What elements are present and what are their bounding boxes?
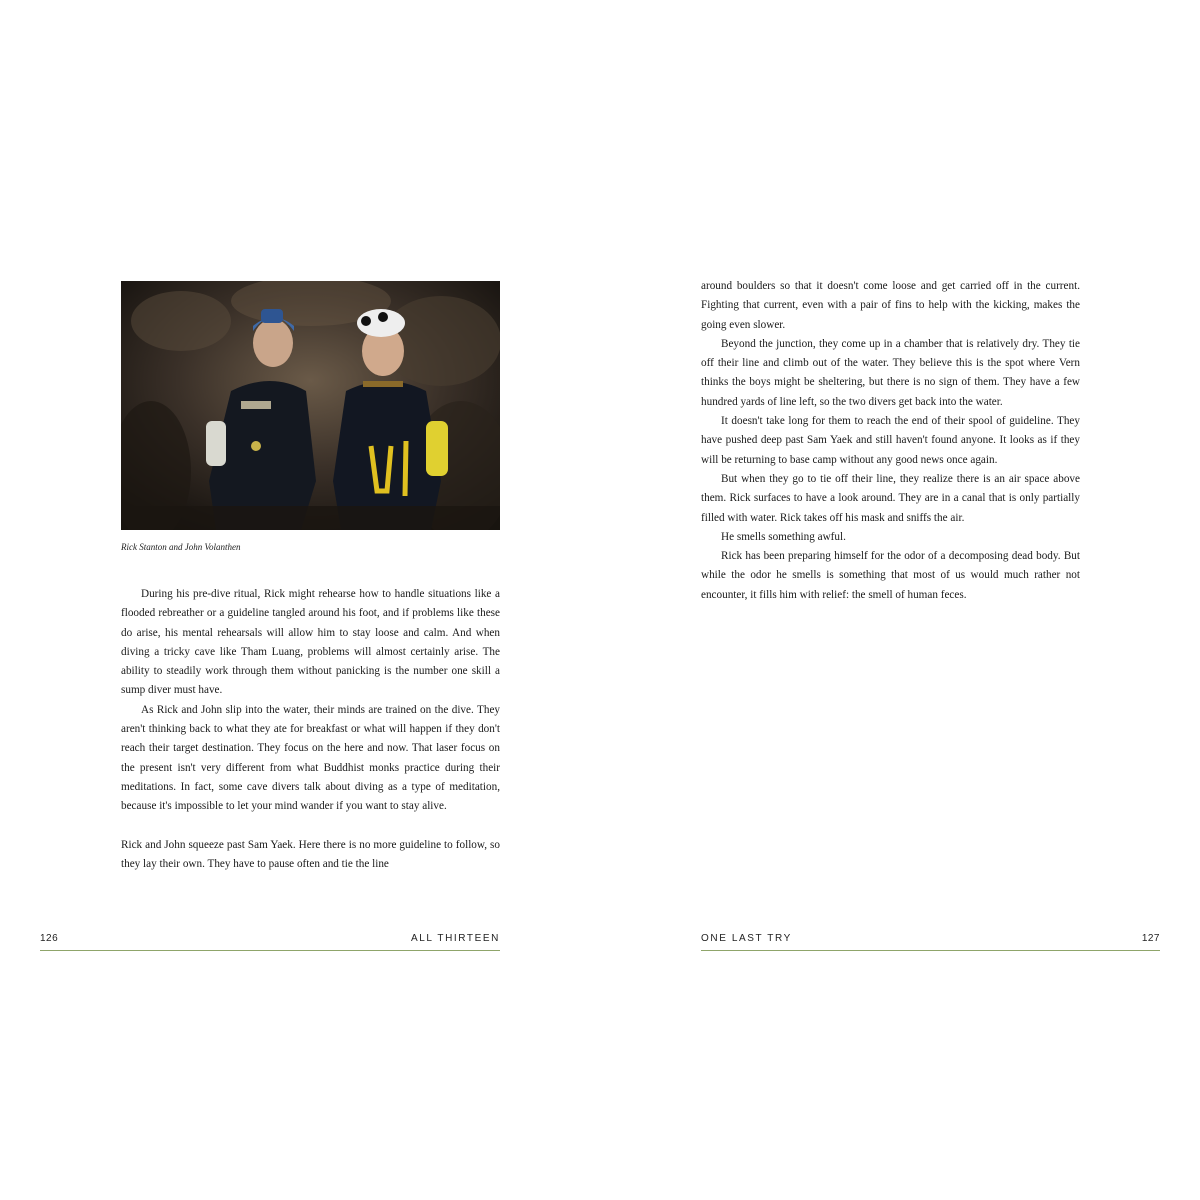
footer-rule-left bbox=[40, 950, 500, 951]
paragraph: He smells something awful. bbox=[721, 530, 846, 543]
paragraph: Beyond the junction, they come up in a chamber that is relatively dry. They tie off their line and climb out of the water. They believe this is the spot where Vern thinks the boys might be sheltering, but there is no sign of them. They have a few hundred yards of line left, so the two divers get back into the water. bbox=[701, 337, 1080, 408]
page-number-right: 127 bbox=[1141, 933, 1160, 944]
paragraph: around boulders so that it doesn't come loose and get carried off in the current. Fighting that current, even with a pair of fins to help with the kicking, makes the going even slower. bbox=[701, 280, 1080, 331]
paragraph: It doesn't take long for them to reach the end of their spool of guideline. They have pushed deep past Sam Yaek and still haven't found anyone. It looks as if they will be returning to base camp without any good news once again. bbox=[701, 415, 1080, 466]
left-body-text bbox=[121, 585, 500, 874]
paragraph: As Rick and John slip into the water, their minds are trained on the dive. They aren't thinking back to what they ate for breakfast or what will happen if they don't reach their target destination. They focus on the here and now. That laser focus on the present isn't very different from what Buddhist monks practice during their meditations. In fact, some cave divers talk about diving as a type of meditation, because it's impossible to let your mind wander if you want to stay alive. bbox=[121, 703, 500, 813]
paragraph: During his pre-dive ritual, Rick might rehearse how to handle situations like a flooded rebreather or a guideline tangled around his foot, and if problems like these do arise, his mental rehearsals will allow him to stay loose and calm. And when diving a tricky cave like Tham Luang, problems will almost certainly arise. The ability to steadily work through them without panicking is the number one skill a sump diver must have. bbox=[121, 588, 500, 697]
divers-photo bbox=[121, 281, 500, 530]
running-head-right: ONE LAST TRY bbox=[701, 933, 792, 944]
paragraph: But when they go to tie off their line, they realize there is an air space above them. Rick surfaces to have a look around. They are in a canal that is only partially filled with water. Rick takes off his mask and sniffs the air. bbox=[701, 472, 1080, 524]
right-page bbox=[600, 0, 1200, 1200]
paragraph: Rick and John squeeze past Sam Yaek. Here there is no more guideline to follow, so they lay their own. They have to pause often and tie the line bbox=[121, 838, 500, 870]
footer-rule-right bbox=[701, 950, 1160, 951]
page-number-left: 126 bbox=[40, 933, 59, 944]
running-head-left: ALL THIRTEEN bbox=[410, 933, 500, 944]
paragraph: Rick has been preparing himself for the odor of a decomposing dead body. But while the odor he smells is something that most of us would much rather not encounter, it fills him with relief: the smell of human feces. bbox=[701, 550, 1080, 601]
divers-illustration bbox=[121, 281, 500, 530]
photo-caption: Rick Stanton and John Volanthen bbox=[121, 542, 241, 552]
right-body-text bbox=[701, 277, 1080, 605]
